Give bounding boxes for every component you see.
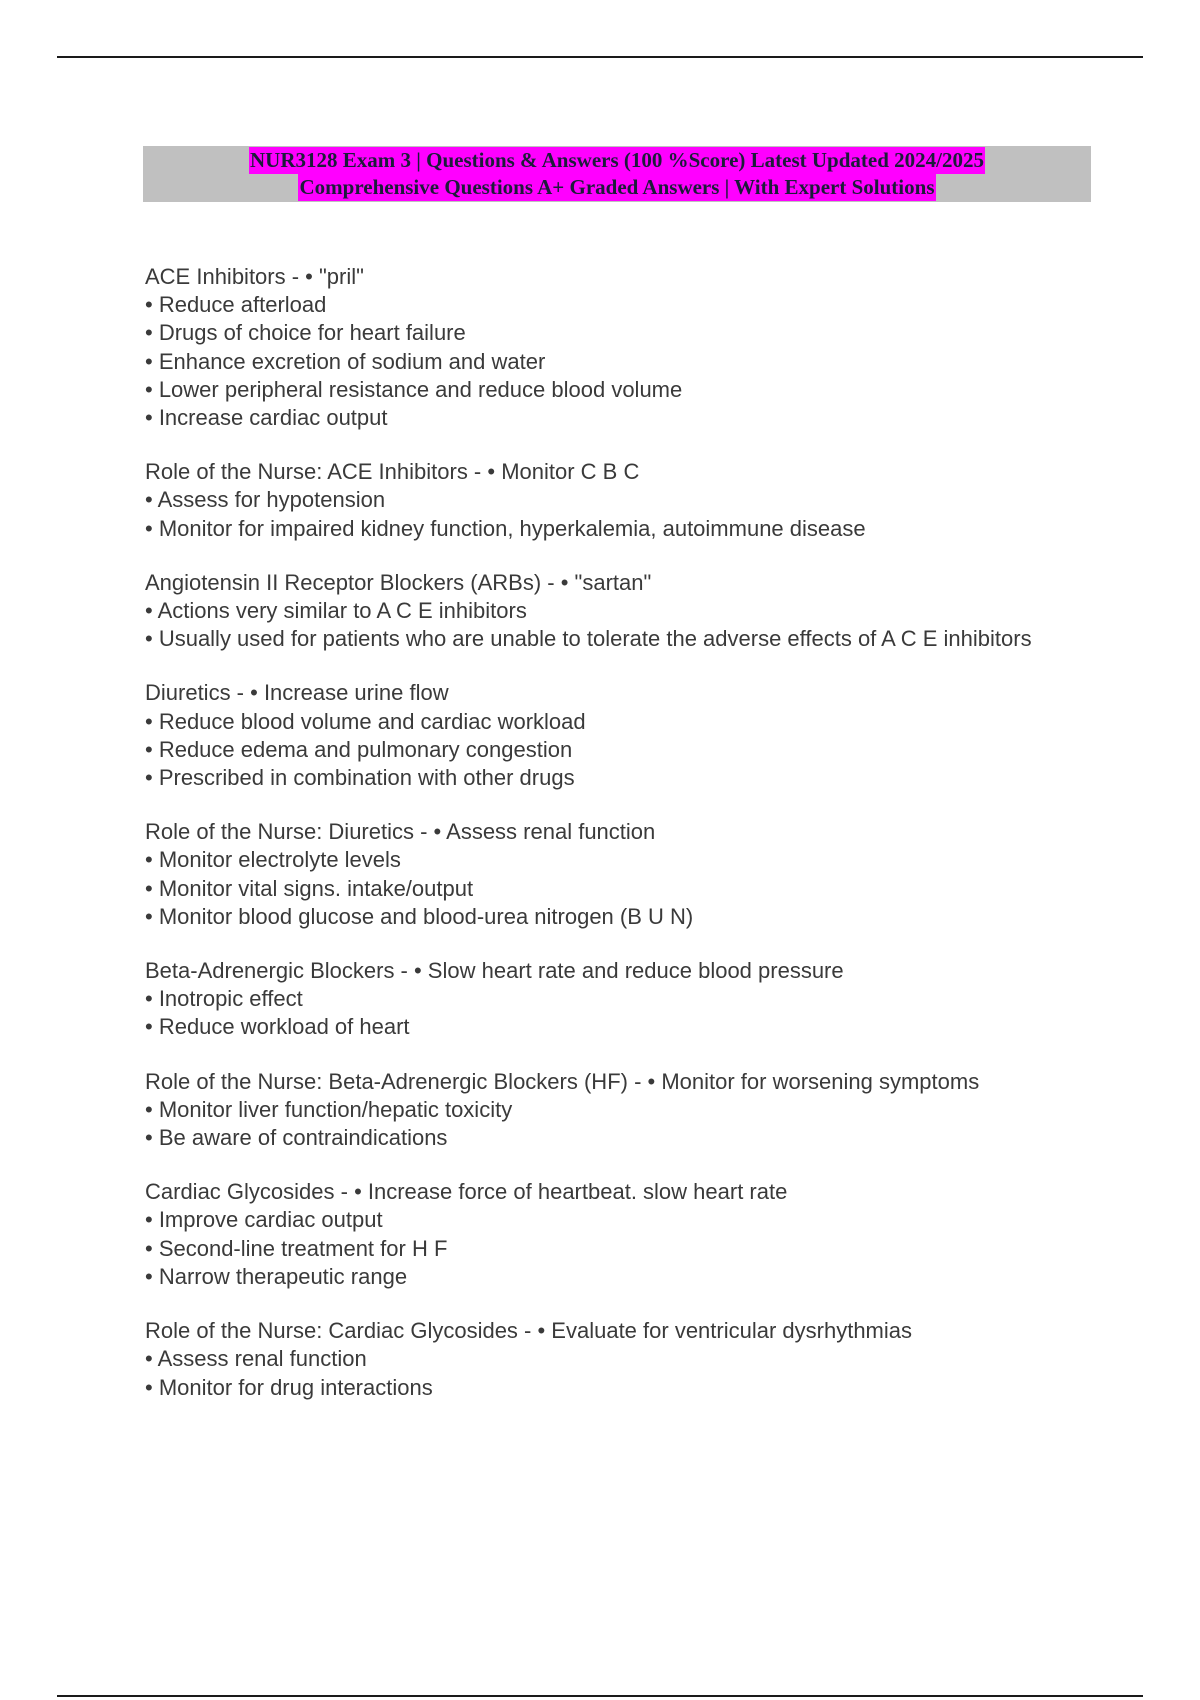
section-heading: Diuretics - • Increase urine flow — [145, 680, 449, 706]
section-heading: Role of the Nurse: Beta-Adrenergic Blockers (HF) - • Monitor for worsening symptoms — [145, 1068, 980, 1094]
top-rule — [57, 56, 1143, 58]
bullet-item: • Enhance excretion of sodium and water — [145, 348, 546, 374]
title-line-2: Comprehensive Questions A+ Graded Answers | With Expert Solutions — [299, 175, 935, 199]
section-heading: Angiotensin II Receptor Blockers (ARBs) - • "sartan" — [145, 569, 652, 595]
bullet-item: • Be aware of contraindications — [145, 1125, 448, 1151]
bottom-rule — [57, 1695, 1143, 1697]
bullet-item: • Actions very similar to A C E inhibitors — [145, 598, 527, 624]
bullet-item: • Prescribed in combination with other drugs — [145, 765, 575, 791]
bullet-item: • Monitor vital signs. intake/output — [145, 875, 474, 901]
bullet-item: • Monitor electrolyte levels — [145, 847, 401, 873]
document-title-banner — [143, 146, 1091, 202]
bullet-item: • Narrow therapeutic range — [145, 1263, 408, 1289]
bullet-item: • Assess for hypotension — [145, 487, 386, 513]
section-nurse-beta-blockers — [145, 1068, 1105, 1153]
bullet-item: • Inotropic effect — [145, 986, 303, 1012]
bullet-item: • Monitor for impaired kidney function, hyperkalemia, autoimmune disease — [145, 515, 866, 541]
section-heading: ACE Inhibitors - • "pril" — [145, 264, 364, 289]
bullet-item: • Monitor liver function/hepatic toxicity — [145, 1096, 513, 1122]
bullet-item: • Assess renal function — [145, 1346, 367, 1372]
bullet-item: • Lower peripheral resistance and reduce blood volume — [145, 376, 683, 402]
section-arbs — [145, 569, 1105, 654]
section-heading: Role of the Nurse: ACE Inhibitors - • Monitor C B C — [145, 459, 640, 485]
section-heading: Role of the Nurse: Diuretics - • Assess renal function — [145, 819, 656, 845]
section-diuretics — [145, 679, 1105, 792]
bullet-item: • Usually used for patients who are unable to tolerate the adverse effects of A C E inhibitors — [145, 626, 1032, 652]
bullet-item: • Monitor blood glucose and blood-urea nitrogen (B U N) — [145, 903, 694, 929]
bullet-item: • Reduce blood volume and cardiac workload — [145, 708, 586, 734]
section-heading: Beta-Adrenergic Blockers - • Slow heart rate and reduce blood pressure — [145, 958, 844, 984]
title-line-1: NUR3128 Exam 3 | Questions & Answers (100 %Score) Latest Updated 2024/2025 — [250, 148, 984, 172]
section-nurse-diuretics — [145, 818, 1105, 931]
bullet-item: • Drugs of choice for heart failure — [145, 320, 466, 346]
section-ace-inhibitors — [145, 263, 1105, 432]
bullet-item: • Second-line treatment for H F — [145, 1235, 448, 1261]
document-body — [145, 263, 1105, 1428]
section-cardiac-glycosides — [145, 1178, 1105, 1291]
section-nurse-cardiac-glycosides — [145, 1317, 1105, 1402]
bullet-item: • Monitor for drug interactions — [145, 1374, 433, 1400]
bullet-item: • Increase cardiac output — [145, 405, 388, 431]
bullet-item: • Reduce edema and pulmonary congestion — [145, 736, 573, 762]
section-nurse-ace-inhibitors — [145, 458, 1105, 543]
bullet-item: • Improve cardiac output — [145, 1207, 383, 1233]
bullet-item: • Reduce workload of heart — [145, 1014, 410, 1040]
section-heading: Role of the Nurse: Cardiac Glycosides - • Evaluate for ventricular dysrhythmias — [145, 1318, 913, 1344]
section-beta-blockers — [145, 957, 1105, 1042]
section-heading: Cardiac Glycosides - • Increase force of heartbeat. slow heart rate — [145, 1179, 788, 1205]
bullet-item: • Reduce afterload — [145, 292, 327, 318]
